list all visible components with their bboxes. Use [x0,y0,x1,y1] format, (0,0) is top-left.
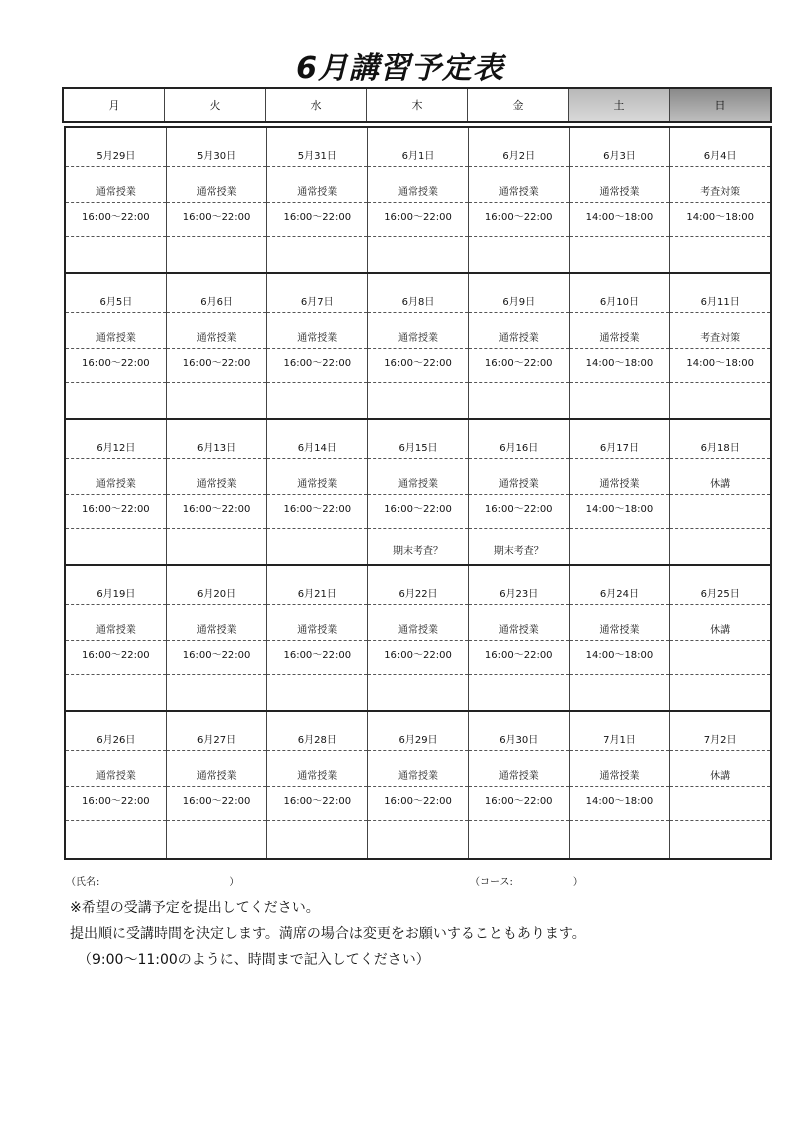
day-lesson-label: 通常授業 [498,187,539,198]
dashed-divider [368,166,468,167]
dashed-divider [368,382,468,383]
dashed-divider [66,820,166,821]
day-time: 14:00～18:00 [585,358,654,369]
day-date: 6月27日 [197,735,237,746]
dashed-divider [167,312,267,313]
dashed-divider [368,202,468,203]
day-cell [167,566,268,710]
day-cell [267,274,368,418]
dashed-divider [570,202,670,203]
dashed-divider [368,528,468,529]
weekday-fri: 金 [468,89,569,121]
dashed-divider [167,166,267,167]
dashed-divider [469,312,569,313]
dashed-divider [670,312,770,313]
day-date: 6月15日 [398,443,438,454]
day-time: 16:00～22:00 [484,212,553,223]
dashed-divider [368,750,468,751]
day-time: 16:00～22:00 [182,796,251,807]
day-date: 6月2日 [502,151,536,162]
dashed-divider [469,236,569,237]
day-date: 6月22日 [398,589,438,600]
day-date: 5月30日 [197,151,237,162]
dashed-divider [368,458,468,459]
dashed-divider [167,494,267,495]
day-time: 16:00～22:00 [283,796,352,807]
day-date: 6月24日 [599,589,639,600]
day-lesson-label: 通常授業 [196,771,237,782]
weekday-sat: 土 [569,89,670,121]
day-lesson-label: 通常授業 [297,333,338,344]
day-cell [66,712,167,858]
dashed-divider [167,820,267,821]
day-cell [570,712,671,858]
dashed-divider [66,236,166,237]
dashed-divider [66,750,166,751]
week-row [66,128,770,274]
dashed-divider [167,458,267,459]
day-date: 5月31日 [297,151,337,162]
dashed-divider [267,348,367,349]
day-lesson-label: 通常授業 [297,479,338,490]
dashed-divider [570,750,670,751]
day-time: 16:00～22:00 [283,504,352,515]
day-lesson-label: 通常授業 [398,479,439,490]
dashed-divider [267,674,367,675]
dashed-divider [368,674,468,675]
day-cell [167,128,268,272]
dashed-divider [368,312,468,313]
dashed-divider [267,494,367,495]
day-date: 6月1日 [401,151,435,162]
dashed-divider [670,604,770,605]
dashed-divider [267,528,367,529]
day-cell [469,566,570,710]
dashed-divider [570,458,670,459]
dashed-divider [167,382,267,383]
dashed-divider [66,640,166,641]
dashed-divider [167,674,267,675]
dashed-divider [570,166,670,167]
day-time: 16:00～22:00 [82,796,150,807]
dashed-divider [670,348,770,349]
dashed-divider [570,494,670,495]
dashed-divider [368,786,468,787]
day-time: 16:00～22:00 [484,504,553,515]
dashed-divider [167,786,267,787]
dashed-divider [267,786,367,787]
day-date: 6月6日 [200,297,233,308]
day-date: 6月18日 [700,443,740,454]
dashed-divider [368,236,468,237]
day-lesson-label: 通常授業 [95,479,136,490]
day-time: 14:00～18:00 [686,212,754,223]
day-lesson-label: 考査対策 [700,187,741,198]
day-time: 14:00～18:00 [585,650,654,661]
day-lesson-label: 通常授業 [196,625,237,636]
dashed-divider [167,236,267,237]
day-cell [670,128,770,272]
day-cell [570,274,671,418]
day-date: 6月3日 [603,151,636,162]
instruction-line: （9:00～11:00のように、時間まで記入してください） [78,952,430,968]
dashed-divider [469,458,569,459]
day-cell [66,128,167,272]
course-field[interactable]: （コース: ） [470,877,583,888]
day-lesson-label: 通常授業 [398,771,439,782]
week-row [66,566,770,712]
dashed-divider [267,202,367,203]
dashed-divider [66,786,166,787]
dashed-divider [570,786,670,787]
day-lesson-label: 休講 [710,479,731,490]
dashed-divider [670,458,770,459]
week-row [66,712,770,858]
day-time: 16:00～22:00 [384,796,452,807]
day-time: 16:00～22:00 [182,650,251,661]
weekday-header [62,87,772,123]
day-cell [368,274,469,418]
day-lesson-label: 通常授業 [297,187,338,198]
dashed-divider [66,312,166,313]
dashed-divider [469,494,569,495]
day-date: 6月29日 [398,735,438,746]
dashed-divider [469,348,569,349]
dashed-divider [570,674,670,675]
dashed-divider [66,528,166,529]
day-date: 5月29日 [96,151,136,162]
dashed-divider [66,458,166,459]
dashed-divider [670,640,770,641]
dashed-divider [670,528,770,529]
day-lesson-label: 通常授業 [196,187,237,198]
dashed-divider [167,348,267,349]
dashed-divider [267,382,367,383]
day-cell [570,420,671,564]
dashed-divider [670,166,770,167]
day-lesson-label: 考査対策 [700,333,741,344]
dashed-divider [570,312,670,313]
day-cell [670,712,770,858]
day-time: 16:00～22:00 [484,650,553,661]
day-cell [167,420,268,564]
dashed-divider [368,494,468,495]
day-cell [570,128,671,272]
dashed-divider [570,604,670,605]
dashed-divider [469,166,569,167]
day-lesson-label: 通常授業 [599,625,640,636]
dashed-divider [267,820,367,821]
day-cell [368,712,469,858]
day-time: 16:00～22:00 [82,358,150,369]
day-cell [368,420,469,564]
dashed-divider [670,820,770,821]
dashed-divider [570,236,670,237]
day-note: 期末考査？ [393,546,444,557]
dashed-divider [570,382,670,383]
week-row [66,420,770,566]
dashed-divider [469,528,569,529]
dashed-divider [66,166,166,167]
day-cell [368,128,469,272]
day-time: 16:00～22:00 [182,504,251,515]
day-date: 6月30日 [499,735,539,746]
instruction-line: ※希望の受講予定を提出してください。 [70,900,320,916]
day-date: 6月20日 [197,589,237,600]
day-lesson-label: 通常授業 [398,625,439,636]
day-lesson-label: 通常授業 [196,479,237,490]
dashed-divider [66,604,166,605]
day-lesson-label: 通常授業 [398,333,439,344]
dashed-divider [469,674,569,675]
weekday-wed: 水 [266,89,367,121]
day-lesson-label: 休講 [710,771,731,782]
dashed-divider [469,786,569,787]
day-cell [670,420,770,564]
day-lesson-label: 通常授業 [398,187,439,198]
dashed-divider [368,604,468,605]
day-lesson-label: 通常授業 [498,771,539,782]
day-time: 16:00～22:00 [283,358,352,369]
day-date: 6月23日 [499,589,539,600]
day-time: 16:00～22:00 [283,212,352,223]
day-cell [469,712,570,858]
day-time: 16:00～22:00 [384,504,452,515]
day-date: 6月12日 [96,443,136,454]
day-lesson-label: 通常授業 [196,333,237,344]
day-time: 14:00～18:00 [686,358,754,369]
dashed-divider [66,494,166,495]
day-time: 16:00～22:00 [182,358,251,369]
day-lesson-label: 通常授業 [95,333,136,344]
dashed-divider [267,458,367,459]
day-cell [267,420,368,564]
day-date: 6月11日 [700,297,740,308]
day-time: 16:00～22:00 [82,504,150,515]
day-date: 6月10日 [599,297,639,308]
day-time: 16:00～22:00 [182,212,251,223]
day-cell [570,566,671,710]
day-date: 6月19日 [96,589,136,600]
day-lesson-label: 通常授業 [599,479,640,490]
weekday-sun: 日 [670,89,770,121]
day-time: 16:00～22:00 [82,650,150,661]
day-lesson-label: 通常授業 [95,625,136,636]
dashed-divider [368,640,468,641]
dashed-divider [570,820,670,821]
weekday-tue: 火 [165,89,266,121]
day-note: 期末考査？ [493,546,544,557]
weekday-thu: 木 [367,89,468,121]
dashed-divider [167,750,267,751]
day-cell [670,566,770,710]
dashed-divider [670,750,770,751]
day-time: 16:00～22:00 [384,212,452,223]
day-time: 16:00～22:00 [82,212,150,223]
day-time: 14:00～18:00 [585,212,654,223]
schedule-grid [64,126,772,860]
day-time: 14:00～18:00 [585,504,654,515]
day-date: 6月14日 [297,443,337,454]
dashed-divider [267,640,367,641]
day-lesson-label: 通常授業 [498,625,539,636]
day-date: 6月21日 [297,589,337,600]
day-time: 16:00～22:00 [484,796,553,807]
dashed-divider [66,382,166,383]
day-date: 6月17日 [599,443,639,454]
day-date: 6月28日 [297,735,337,746]
week-row [66,274,770,420]
day-lesson-label: 通常授業 [498,333,539,344]
day-time: 16:00～22:00 [384,358,452,369]
instruction-line: 提出順に受講時間を決定します。満席の場合は変更をお願いすることもあります。 [70,926,586,942]
day-date: 6月26日 [96,735,136,746]
day-date: 7月1日 [603,735,636,746]
dashed-divider [368,820,468,821]
day-date: 6月9日 [502,297,536,308]
day-date: 6月13日 [197,443,237,454]
instructions [70,895,586,973]
day-date: 7月2日 [703,735,737,746]
day-time: 16:00～22:00 [484,358,553,369]
day-cell [670,274,770,418]
day-lesson-label: 通常授業 [599,187,640,198]
dashed-divider [167,528,267,529]
dashed-divider [267,236,367,237]
dashed-divider [670,382,770,383]
dashed-divider [670,236,770,237]
day-cell [66,274,167,418]
day-lesson-label: 通常授業 [498,479,539,490]
day-cell [267,712,368,858]
dashed-divider [570,640,670,641]
dashed-divider [368,348,468,349]
dashed-divider [469,382,569,383]
day-cell [167,274,268,418]
dashed-divider [469,640,569,641]
day-cell [469,274,570,418]
day-time: 14:00～18:00 [585,796,654,807]
dashed-divider [267,312,367,313]
day-date: 6月4日 [703,151,737,162]
dashed-divider [267,604,367,605]
dashed-divider [469,750,569,751]
dashed-divider [670,494,770,495]
dashed-divider [670,786,770,787]
dashed-divider [570,348,670,349]
dashed-divider [469,604,569,605]
day-cell [368,566,469,710]
day-date: 6月5日 [99,297,133,308]
dashed-divider [670,674,770,675]
dashed-divider [167,640,267,641]
dashed-divider [267,166,367,167]
day-cell [267,128,368,272]
day-date: 6月7日 [300,297,334,308]
dashed-divider [570,528,670,529]
day-lesson-label: 通常授業 [95,187,136,198]
day-date: 6月16日 [499,443,539,454]
dashed-divider [670,202,770,203]
dashed-divider [167,604,267,605]
day-time: 16:00～22:00 [283,650,352,661]
day-lesson-label: 休講 [710,625,731,636]
day-cell [66,566,167,710]
day-lesson-label: 通常授業 [95,771,136,782]
name-field[interactable]: （氏名: ） [66,877,240,888]
dashed-divider [66,202,166,203]
day-lesson-label: 通常授業 [599,771,640,782]
day-cell [469,128,570,272]
dashed-divider [469,202,569,203]
dashed-divider [66,348,166,349]
weekday-mon: 月 [64,89,165,121]
day-lesson-label: 通常授業 [297,625,338,636]
day-date: 6月25日 [700,589,740,600]
dashed-divider [267,750,367,751]
day-cell [167,712,268,858]
day-date: 6月8日 [401,297,435,308]
day-cell [66,420,167,564]
day-cell [267,566,368,710]
page-title: 6月講習予定表 [296,51,504,86]
day-time: 16:00～22:00 [384,650,452,661]
dashed-divider [66,674,166,675]
day-cell [469,420,570,564]
day-lesson-label: 通常授業 [599,333,640,344]
dashed-divider [469,820,569,821]
dashed-divider [167,202,267,203]
day-lesson-label: 通常授業 [297,771,338,782]
